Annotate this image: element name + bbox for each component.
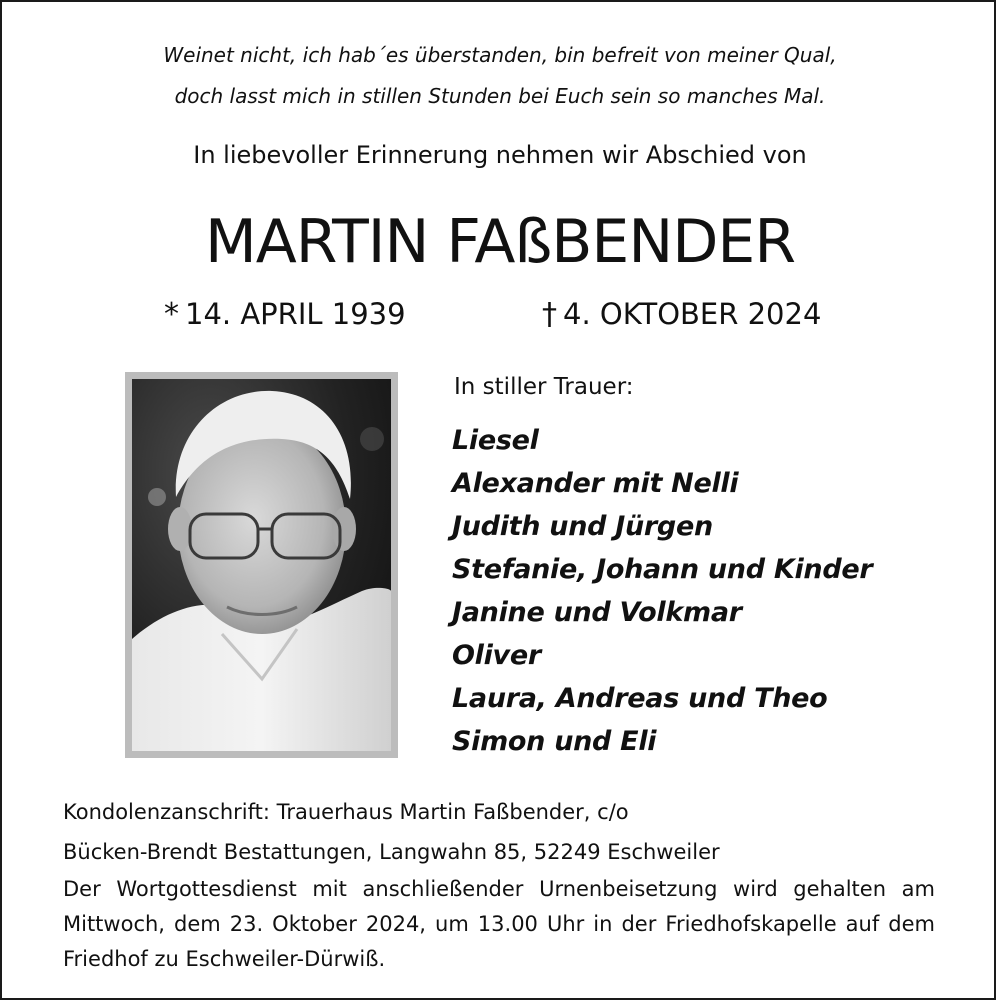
intro-text: In liebevoller Erinnerung nehmen wir Abschied von	[193, 141, 807, 169]
address-line-1: Kondolenzanschrift: Trauerhaus Martin Faßbender, c/o	[63, 800, 629, 824]
list-item: Liesel	[452, 425, 539, 456]
portrait-image	[132, 379, 391, 751]
list-item: Alexander mit Nelli	[452, 468, 739, 499]
death-date-text: 4. OKTOBER 2024	[563, 297, 822, 331]
list-item: Judith und Jürgen	[452, 511, 713, 542]
star-icon: *	[164, 297, 179, 332]
death-date	[542, 296, 821, 333]
address-line-2: Bücken-Brendt Bestattungen, Langwahn 85, 52249 Eschweiler	[63, 840, 720, 864]
condolence-address	[63, 792, 720, 872]
poem-line-2: doch lasst mich in stillen Stunden bei Euch sein so manches Mal.	[174, 84, 826, 108]
list-item: Stefanie, Johann und Kinder	[452, 554, 873, 585]
list-item: Janine und Volkmar	[452, 597, 742, 628]
mourning-label: In stiller Trauer:	[454, 374, 634, 400]
poem-line-1: Weinet nicht, ich hab´es überstanden, bin befreit von meiner Qual,	[163, 43, 837, 67]
list-item: Simon und Eli	[452, 726, 657, 757]
list-item: Oliver	[452, 640, 541, 671]
deceased-name: MARTIN FAßBENDER	[204, 207, 796, 277]
list-item: Laura, Andreas und Theo	[452, 683, 828, 714]
mourners-list	[452, 419, 872, 763]
portrait-photo	[125, 372, 398, 758]
service-info: Der Wortgottesdienst mit anschließender Urnenbeisetzung wird gehalten am Mittwoch, dem 23. Oktober 2024, um 13.00 Uhr in der Friedhofskapelle auf dem Friedhof zu Eschweiler-Dürwiß.	[63, 877, 935, 971]
cross-icon: †	[542, 297, 557, 332]
birth-date	[164, 296, 406, 333]
birth-date-text: 14. APRIL 1939	[185, 297, 406, 331]
